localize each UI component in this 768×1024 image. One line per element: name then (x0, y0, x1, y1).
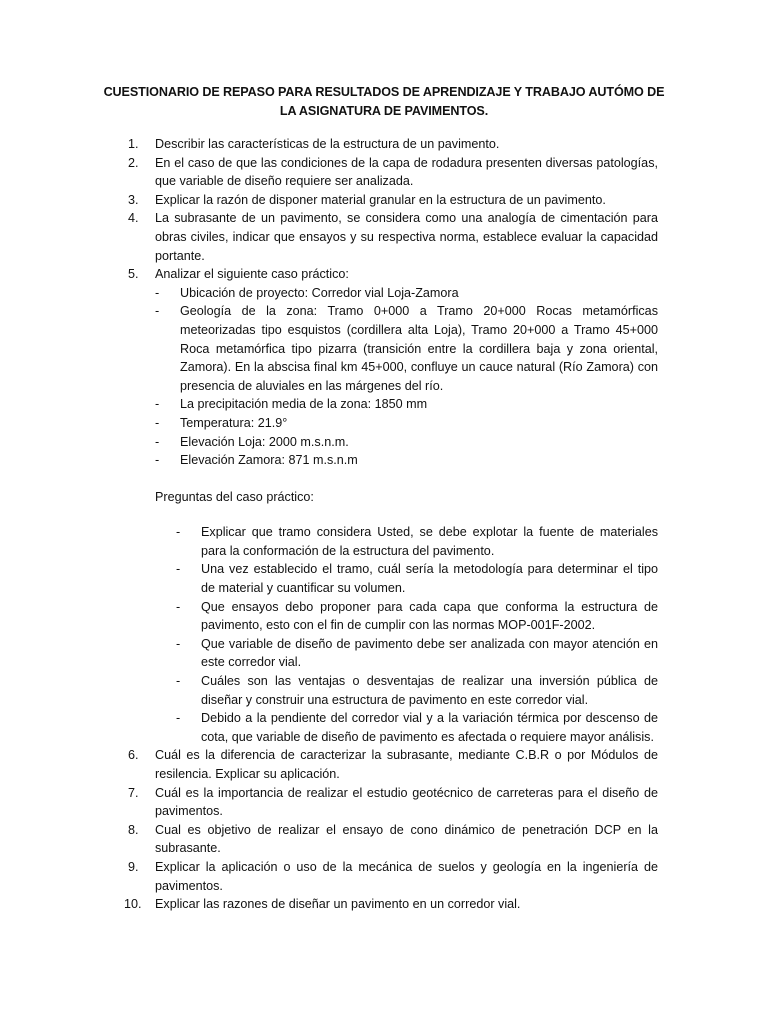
bullet-dash: - (176, 599, 181, 614)
item-text: Analizar el siguiente caso práctico: (155, 267, 349, 282)
case-question (155, 523, 658, 560)
item-text: Describir las características de la estructura de un pavimento. (155, 137, 500, 151)
question-text: Debido a la pendiente del corredor vial y a la variación térmica por descenso de cota, que variable de diseño de pavimento es afectada o requiere mayor análisis. (201, 711, 658, 744)
list-item-6 (0, 746, 768, 783)
bullet-dash: - (155, 453, 160, 468)
item-number: 1. (128, 137, 139, 151)
question-text: Que ensayos debo proponer para cada capa que conforma la estructura de pavimento, esto con el fin de cumplir con las normas MOP-001F-2002. (201, 599, 658, 633)
bullet-dash: - (176, 525, 181, 540)
question-text: Explicar que tramo considera Usted, se debe explotar la fuente de materiales para la conformación de la estructura del pavimento. (201, 525, 658, 558)
case-bullet (155, 414, 658, 433)
case-question (155, 672, 658, 709)
bullet-dash: - (155, 304, 160, 319)
case-bullet (155, 302, 658, 395)
case-questions-heading: Preguntas del caso práctico: (155, 489, 314, 504)
case-question (155, 560, 658, 597)
item-text: La subrasante de un pavimento, se considera como una analogía de cimentación para obras civiles, indicar que ensayos y su respectiva norma, establece evaluar la capacidad portante. (155, 211, 658, 263)
item-text: Cual es objetivo de realizar el ensayo de cono dinámico de penetración DCP en la subrasante. (155, 822, 658, 856)
list-item-8 (0, 821, 768, 858)
item-text: Cuál es la diferencia de caracterizar la subrasante, mediante C.B.R o por Módulos de resilencia. Explicar su aplicación. (155, 748, 658, 781)
question-text: Que variable de diseño de pavimento debe ser analizada con mayor atención en este corredor vial. (201, 636, 658, 670)
item-number: 4. (128, 211, 139, 226)
question-text: Cuáles son las ventajas o desventajas de realizar una inversión pública de diseñar y construir una estructura de pavimento en este corredor vial. (201, 674, 658, 707)
case-question (155, 598, 658, 635)
list-item-4 (0, 209, 768, 265)
item-text: Cuál es la importancia de realizar el estudio geotécnico de carreteras para el diseño de pavimentos. (155, 785, 658, 819)
bullet-dash: - (155, 434, 160, 449)
item-text: En el caso de que las condiciones de la capa de rodadura presenten diversas patologías, que variable de diseño requiere ser analizada. (155, 155, 658, 189)
bullet-dash: - (155, 285, 160, 300)
list-item-1 (0, 135, 768, 154)
item-text: Explicar la razón de disponer material granular en la estructura de un pavimento. (155, 192, 606, 207)
bullet-text: La precipitación media de la zona: 1850 mm (180, 397, 428, 412)
document-title: CUESTIONARIO DE REPASO PARA RESULTADOS DE APRENDIZAJE Y TRABAJO AUTÓMO DE LA ASIGNATURA DE PAVIMENTOS. (103, 85, 665, 118)
item-number: 10. (124, 897, 142, 912)
list-item-3 (0, 191, 768, 210)
bullet-dash: - (176, 711, 181, 726)
item-text: Explicar las razones de diseñar un pavimento en un corredor vial. (155, 897, 521, 912)
bullet-text: Elevación Zamora: 871 m.s.n.m (180, 453, 358, 468)
list-item-7 (0, 784, 768, 821)
item-number: 3. (128, 192, 139, 207)
bullet-dash: - (155, 397, 160, 412)
item-number: 7. (128, 785, 139, 800)
case-bullet (155, 284, 658, 303)
bullet-dash: - (176, 636, 181, 651)
item-number: 8. (128, 822, 139, 837)
bullet-dash: - (155, 415, 160, 430)
list-item-5 (0, 265, 768, 746)
bullet-text: Elevación Loja: 2000 m.s.n.m. (180, 434, 349, 449)
item-number: 6. (128, 748, 139, 763)
bullet-dash: - (176, 562, 181, 577)
case-question (155, 635, 658, 672)
case-question (155, 709, 658, 746)
question-list (0, 135, 768, 914)
item-number: 2. (128, 155, 139, 170)
item-number: 9. (128, 859, 139, 874)
case-bullet (155, 433, 658, 452)
list-item-9 (0, 858, 768, 895)
item-number: 5. (128, 267, 139, 282)
bullet-text: Temperatura: 21.9° (180, 415, 288, 430)
list-item-2 (0, 154, 768, 191)
bullet-text: Geología de la zona: Tramo 0+000 a Tramo 20+000 Rocas metamórficas meteorizadas tipo esquistos (cordillera alta Loja), Tramo 20+000 a Tramo 45+000 Roca metamórfica tipo pizarra (transición entre la cordillera baja y zona oriental, Zamora). En la abscisa final km 45+000, confluye un cauce natural (Río Zamora) con presencia de aluviales en las márgenes del río. (180, 304, 658, 393)
bullet-text: Ubicación de proyecto: Corredor vial Loja-Zamora (180, 285, 459, 300)
case-bullet (155, 395, 658, 414)
list-item-10 (0, 895, 768, 914)
case-bullet (155, 451, 658, 470)
bullet-dash: - (176, 674, 181, 689)
item-text: Explicar la aplicación o uso de la mecánica de suelos y geología en la ingeniería de pavimentos. (155, 859, 658, 893)
question-text: Una vez establecido el tramo, cuál sería la metodología para determinar el tipo de material y cuantificar su volumen. (201, 562, 658, 596)
